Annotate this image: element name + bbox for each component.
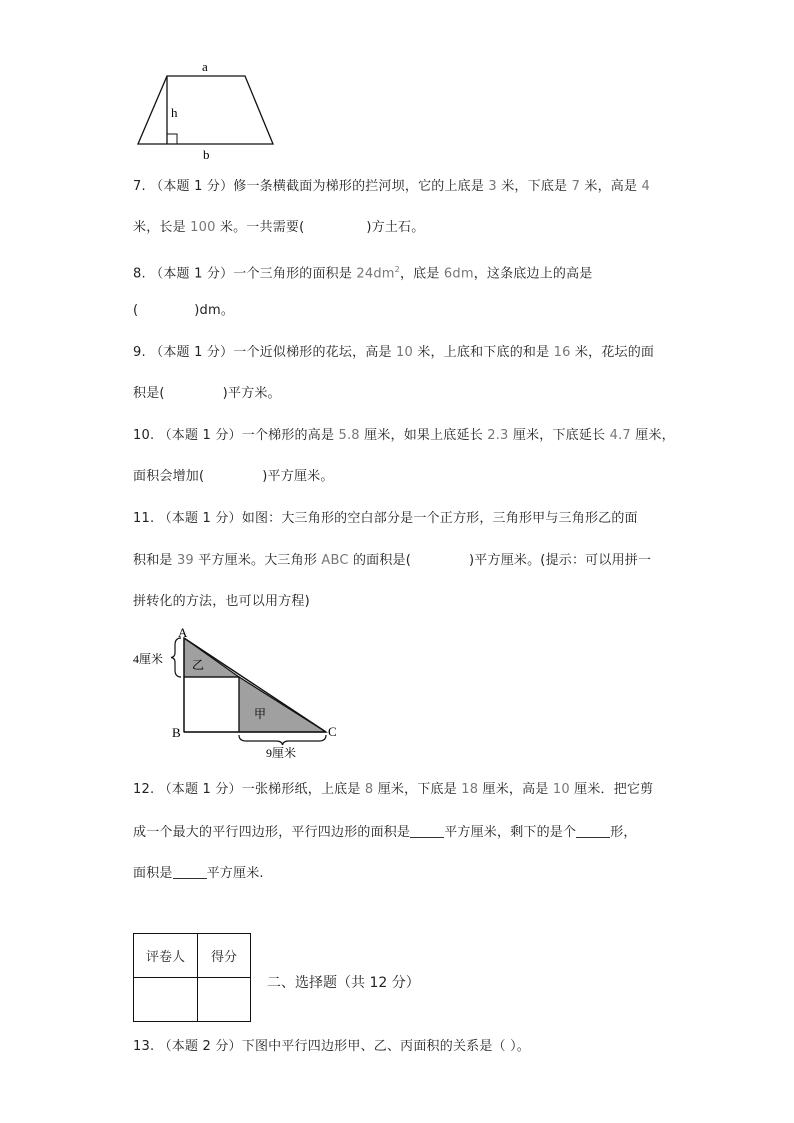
trapezoid-figure xyxy=(130,55,280,165)
grader-cell[interactable] xyxy=(134,978,198,1022)
question-10-line-1: 10. （本题 1 分）一个梯形的高是 5.8 厘米，如果上底延长 2.3 厘米，下底延长 4.7 厘米， xyxy=(133,428,675,443)
region-jia-label: 甲 xyxy=(254,707,267,721)
question-12-line-3: 面积是 平方厘米. xyxy=(133,866,264,881)
region-yi-label: 乙 xyxy=(192,658,205,672)
section-title: 二、选择题（共 12 分） xyxy=(267,975,420,991)
bottom-length-label: 9厘米 xyxy=(266,746,297,760)
question-12-line-1: 12. （本题 1 分）一张梯形纸，上底是 8 厘米，下底是 18 厘米，高是 10 厘米．把它剪 xyxy=(133,782,654,797)
question-9-line-1: 9. （本题 1 分）一个近似梯形的花坛，高是 10 米，上底和下底的和是 16 米，花坛的面 xyxy=(133,345,655,360)
question-11-line-2: 积和是 39 平方厘米。大三角形 ABC 的面积是( )平方厘米。(提示：可以用拼一 xyxy=(133,553,652,568)
point-c: C xyxy=(328,724,337,739)
question-10-line-2: 面积会增加( )平方厘米。 xyxy=(133,469,334,484)
question-13: 13. （本题 2 分）下图中平行四边形甲、乙、丙面积的关系是（ ）。 xyxy=(133,1039,530,1054)
answer-blank[interactable] xyxy=(410,825,444,838)
point-a: A xyxy=(178,625,188,640)
label-a: a xyxy=(202,59,208,74)
bottom-brace xyxy=(239,735,326,745)
question-11-line-3: 拼转化的方法，也可以用方程) xyxy=(133,594,310,609)
question-7-line-2: 米，长是 100 米。一共需要( )方土石。 xyxy=(133,220,425,235)
label-b: b xyxy=(203,147,210,162)
trapezoid-shape xyxy=(138,76,273,144)
right-angle-mark xyxy=(167,134,177,144)
question-8-line-1: 8. （本题 1 分）一个三角形的面积是 $24dm^2$，底是 6dm，这条底边上的高是 xyxy=(133,265,593,282)
question-9-line-2: 积是( )平方米。 xyxy=(133,386,281,401)
inner-square xyxy=(184,677,239,732)
question-11-line-1: 11. （本题 1 分）如图：大三角形的空白部分是一个正方形，三角形甲与三角形乙的面 xyxy=(133,511,638,526)
question-12-line-2: 成一个最大的平行四边形，平行四边形的面积是 平方厘米，剩下的是个 形， xyxy=(133,825,637,840)
side-length-label: 4厘米 xyxy=(133,652,164,666)
grader-header: 评卷人 xyxy=(134,934,198,978)
score-table xyxy=(133,933,251,1022)
answer-blank[interactable] xyxy=(173,866,207,879)
label-h: h xyxy=(171,105,178,120)
question-7-line-1: 7. （本题 1 分）修一条横截面为梯形的拦河坝，它的上底是 3 米，下底是 7 米，高是 4 xyxy=(133,179,650,194)
triangle-figure xyxy=(128,623,353,763)
answer-blank[interactable] xyxy=(576,825,610,838)
point-b: B xyxy=(172,725,181,740)
score-header: 得分 xyxy=(198,934,251,978)
side-brace xyxy=(171,638,181,677)
score-cell[interactable] xyxy=(198,978,251,1022)
question-8-line-2: ( )dm。 xyxy=(133,303,235,318)
